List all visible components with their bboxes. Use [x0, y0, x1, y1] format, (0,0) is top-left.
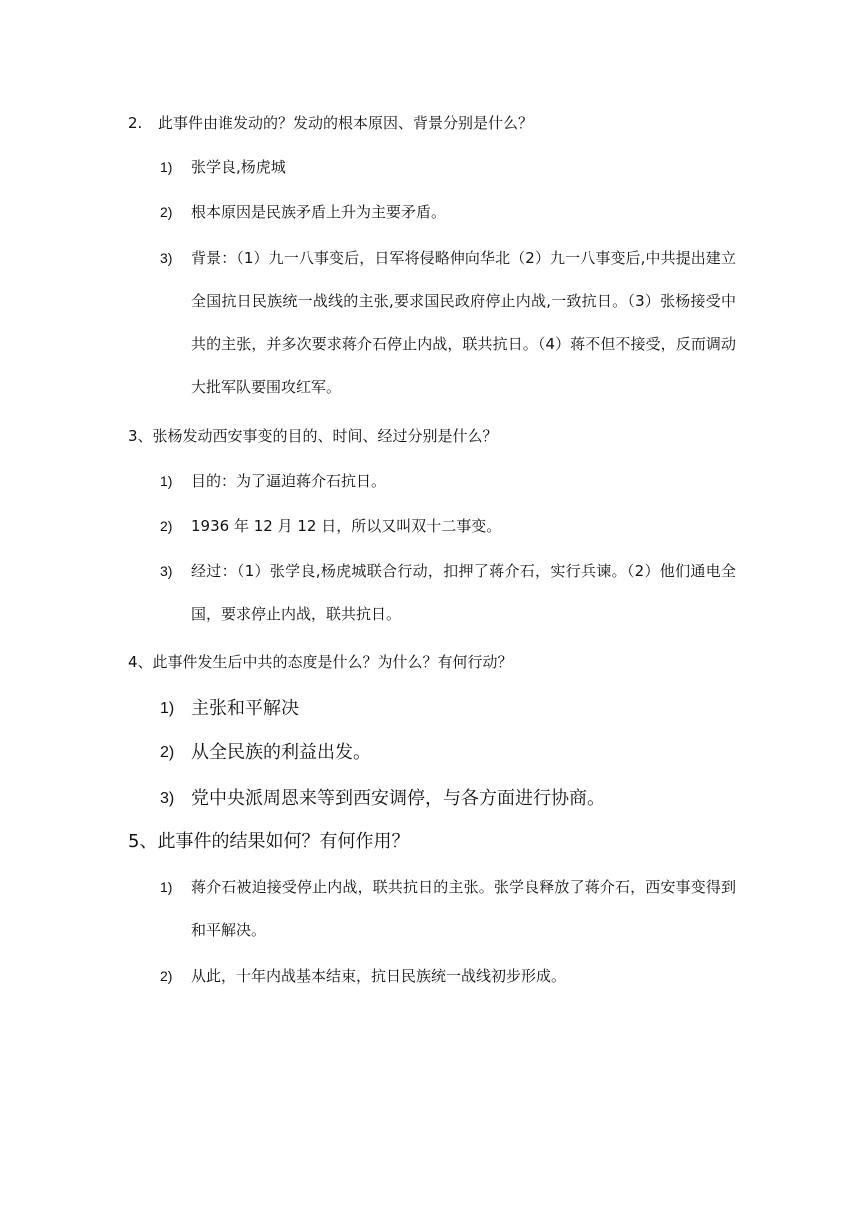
item-text: 1936 年 12 月 12 日，所以又叫双十二事变。: [191, 517, 502, 535]
question-text: 4、此事件发生后中共的态度是什么？为什么？有何行动？: [128, 653, 513, 671]
item-text: 从全民族的利益出发。: [191, 742, 371, 763]
item-number: 3): [160, 563, 173, 579]
item-number: 3): [160, 250, 173, 266]
item-number: 1): [160, 700, 175, 717]
item-text: 目的：为了逼迫蒋介石抗日。: [191, 472, 387, 490]
item-number: 3): [160, 790, 175, 807]
item-text: 背景：（1）九一八事变后，日军将侵略伸向华北（2）九一八事变后,中共提出建立全国抗日民族统一战线的主张,要求国民政府停止内战,一致抗日。（3）张杨接受中共的主张，并多次要求蒋介石停止内战，联共抗日。（4）蒋不但不接受，反而调动大批军队要围攻红军。: [191, 249, 736, 396]
item-text: 蒋介石被迫接受停止内战，联共抗日的主张。张学良释放了蒋介石，西安事变得到和平解决。: [191, 878, 736, 939]
question-text: 此事件由谁发动的？发动的根本原因、背景分别是什么？: [158, 114, 534, 132]
item-text: 根本原因是民族矛盾上升为主要矛盾。: [191, 203, 447, 221]
question-text: 5、此事件的结果如何？有何作用？: [128, 831, 410, 852]
item-number: 2): [160, 204, 173, 220]
item-text: 主张和平解决: [191, 698, 299, 719]
question-text: 3、张杨发动西安事变的目的、时间、经过分别是什么？: [128, 427, 498, 445]
item-number: 1): [160, 473, 173, 489]
item-number: 2): [160, 744, 175, 761]
question-3: [128, 426, 748, 446]
item-text: 党中央派周恩来等到西安调停，与各方面进行协商。: [191, 788, 605, 809]
question-2: [128, 113, 748, 133]
question-4: [128, 652, 748, 672]
item-number: 2): [160, 518, 173, 534]
item-number: 1): [160, 879, 173, 895]
question-number: 2.: [128, 114, 143, 132]
item-number: 1): [160, 159, 173, 175]
question-5: [128, 830, 748, 854]
item-text: 从此，十年内战基本结束，抗日民族统一战线初步形成。: [191, 967, 567, 985]
item-text: 张学良,杨虎城: [191, 158, 286, 176]
item-number: 2): [160, 968, 173, 984]
item-text: 经过：（1）张学良,杨虎城联合行动，扣押了蒋介石，实行兵谏。（2）他们通电全国，要求停止内战，联共抗日。: [191, 562, 736, 623]
